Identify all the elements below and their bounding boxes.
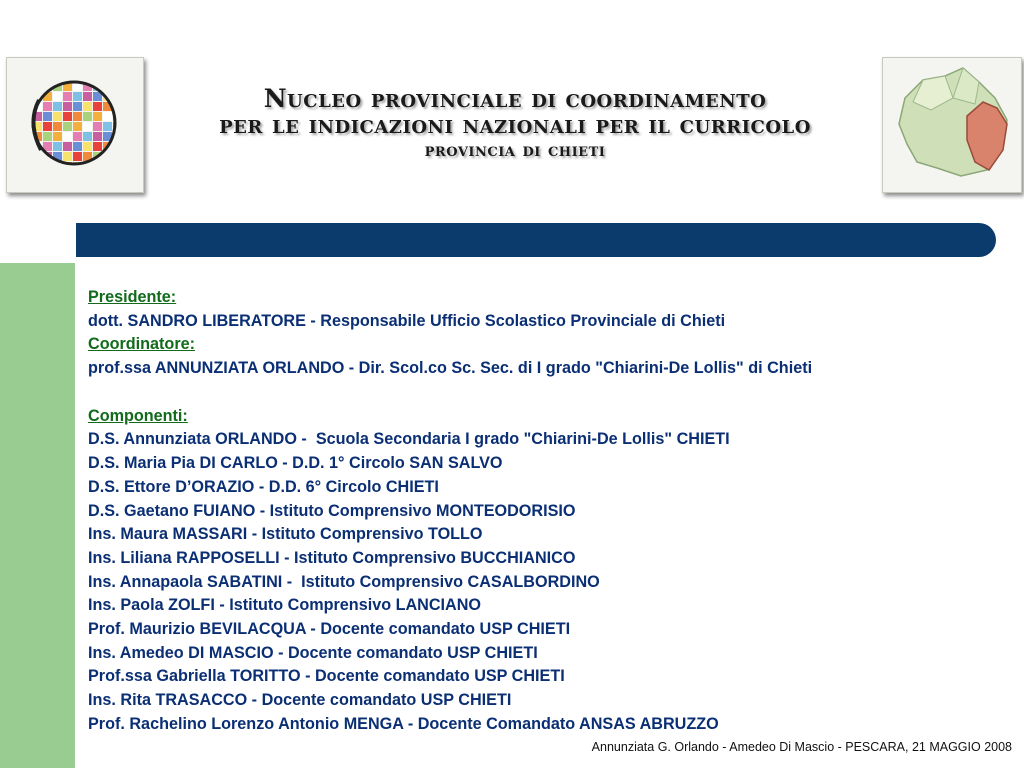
title-line-2: per le indicazioni nazionali per il curricolo <box>219 110 811 140</box>
mosaic-tile <box>63 152 72 161</box>
mosaic-tile <box>53 162 62 171</box>
mosaic-tile <box>73 132 82 141</box>
page-title <box>150 86 880 160</box>
member-item: Ins. Amedeo DI MASCIO - Docente comandato USP CHIETI <box>88 643 538 662</box>
mosaic-tile <box>103 122 112 131</box>
footer-credits: Annunziata G. Orlando - Amedeo Di Mascio - PESCARA, 21 MAGGIO 2008 <box>591 740 1012 754</box>
mosaic-tile <box>63 142 72 151</box>
member-item: D.S. Annunziata ORLANDO - Scuola Secondaria I grado "Chiarini-De Lollis" CHIETI <box>88 430 730 449</box>
mosaic-tile <box>103 162 112 171</box>
mosaic-tile <box>43 162 52 171</box>
mosaic-tile <box>93 122 102 131</box>
mosaic-tile <box>53 142 62 151</box>
mosaic-tile <box>63 102 72 111</box>
member-item: Prof. Maurizio BEVILACQUA - Docente comandato USP CHIETI <box>88 619 571 638</box>
mosaic-globe-logo <box>6 57 144 193</box>
mosaic-tile <box>53 122 62 131</box>
coordinatore-label: Coordinatore: <box>88 335 196 354</box>
side-decoration-bar <box>0 263 75 768</box>
mosaic-tile <box>33 82 42 91</box>
mosaic-tile <box>43 102 52 111</box>
mosaic-tile <box>113 92 122 101</box>
mosaic-tile <box>33 162 42 171</box>
title-line-3: provincia di chieti <box>424 138 606 161</box>
mosaic-tile <box>113 142 122 151</box>
region-map-icon <box>883 58 1021 192</box>
mosaic-tile <box>113 152 122 161</box>
mosaic-tile <box>73 122 82 131</box>
mosaic-tile <box>63 92 72 101</box>
mosaic-tile <box>73 92 82 101</box>
mosaic-tile <box>73 152 82 161</box>
mosaic-tile <box>103 152 112 161</box>
spacer <box>88 381 1008 405</box>
componenti-label: Componenti: <box>88 406 188 425</box>
member-item: Ins. Paola ZOLFI - Istituto Comprensivo LANCIANO <box>88 596 482 615</box>
mosaic-tile <box>83 112 92 121</box>
mosaic-tile <box>93 102 102 111</box>
mosaic-tile <box>63 112 72 121</box>
abruzzo-map-logo <box>882 57 1022 193</box>
mosaic-tile <box>53 132 62 141</box>
header-banner <box>76 223 996 257</box>
mosaic-tile <box>113 162 122 171</box>
coordinatore-text: prof.ssa ANNUNZIATA ORLANDO - Dir. Scol.co Sc. Sec. di I grado "Chiarini-De Lollis" di Chieti <box>88 359 813 378</box>
mosaic-tile <box>43 122 52 131</box>
mosaic-tile <box>103 112 112 121</box>
mosaic-tile <box>53 112 62 121</box>
mosaic-tile <box>93 142 102 151</box>
member-item: Ins. Liliana RAPPOSELLI - Istituto Comprensivo BUCCHIANICO <box>88 548 576 567</box>
title-line-1: Nucleo provinciale di coordinamento <box>263 84 767 113</box>
mosaic-tile <box>43 112 52 121</box>
mosaic-tile <box>63 122 72 131</box>
mosaic-tile <box>73 142 82 151</box>
mosaic-tile <box>83 92 92 101</box>
mosaic-tile <box>83 122 92 131</box>
mosaic-tile <box>113 82 122 91</box>
member-item: Ins. Rita TRASACCO - Docente comandato USP CHIETI <box>88 691 512 709</box>
mosaic-tile <box>113 102 122 111</box>
mosaic-tile <box>73 102 82 111</box>
mosaic-tile <box>33 152 42 161</box>
member-item: Ins. Maura MASSARI - Istituto Comprensivo TOLLO <box>88 525 483 544</box>
mosaic-tile <box>93 112 102 121</box>
presidente-text: dott. SANDRO LIBERATORE - Responsabile Ufficio Scolastico Provinciale di Chieti <box>88 311 726 330</box>
member-item: Ins. Annapaola SABATINI - Istituto Comprensivo CASALBORDINO <box>88 572 600 591</box>
presidente-label: Presidente: <box>88 288 177 306</box>
mosaic-tile <box>83 142 92 151</box>
mosaic-tile <box>93 162 102 171</box>
mosaic-tile <box>73 112 82 121</box>
mosaic-tile <box>53 102 62 111</box>
member-item: Prof.ssa Gabriella TORITTO - Docente comandato USP CHIETI <box>88 667 565 686</box>
mosaic-tile <box>103 82 112 91</box>
mosaic-tile <box>83 132 92 141</box>
mosaic-tile <box>83 102 92 111</box>
mosaic-tile <box>53 92 62 101</box>
member-item: D.S. Maria Pia DI CARLO - D.D. 1° Circolo SAN SALVO <box>88 454 503 473</box>
member-item: D.S. Gaetano FUIANO - Istituto Comprensivo MONTEODORISIO <box>88 501 576 520</box>
mosaic-globe-icon <box>7 58 143 192</box>
mosaic-tile <box>43 132 52 141</box>
mosaic-tile <box>93 132 102 141</box>
mosaic-tile <box>63 132 72 141</box>
committee-list <box>88 286 1008 736</box>
member-item: D.S. Ettore D’ORAZIO - D.D. 6° Circolo CHIETI <box>88 477 439 496</box>
member-item: Prof. Rachelino Lorenzo Antonio MENGA - Docente Comandato ANSAS ABRUZZO <box>88 714 719 733</box>
